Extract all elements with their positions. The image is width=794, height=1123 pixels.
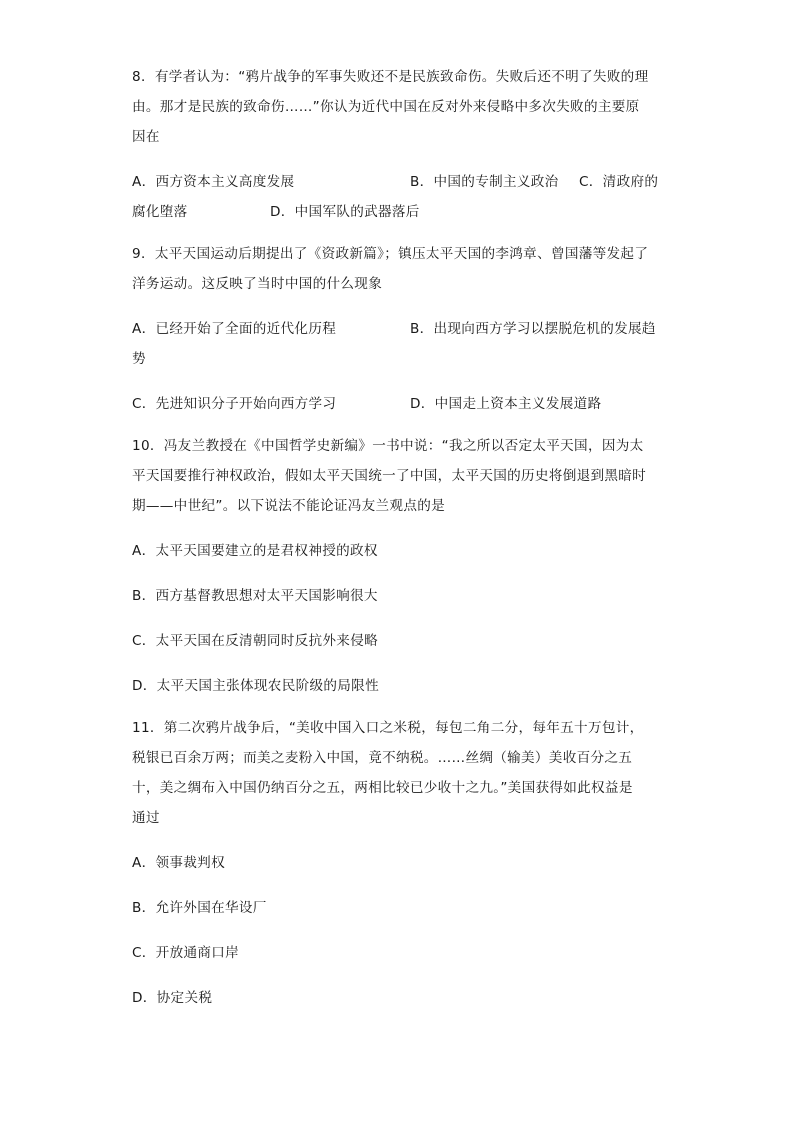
question-stem-line: 十，美之绸布入中国仍纳百分之五，两相比较已少收十之九。”美国获得如此权益是 xyxy=(132,780,633,796)
question-stem-line: 11．第二次鸦片战争后，“美收中国入口之米税，每包二角二分，每年五十万包计， xyxy=(132,720,644,736)
option-a: A．领事裁判权 xyxy=(132,855,225,871)
question-stem-line: 由。那才是民族的致命伤……”你认为近代中国在反对外来侵略中多次失败的主要原 xyxy=(132,99,640,115)
option-d: D．协定关税 xyxy=(132,990,213,1006)
question-10 xyxy=(132,431,662,701)
option-row xyxy=(132,389,662,419)
option-b: B．西方基督教思想对太平天国影响很大 xyxy=(132,588,378,604)
question-8 xyxy=(132,62,662,227)
option-a: A．已经开始了全面的近代化历程 xyxy=(132,321,337,337)
option-d: D．中国走上资本主义发展道路 xyxy=(410,396,602,412)
option-a: A．太平天国要建立的是君权神授的政权 xyxy=(132,543,378,559)
document-page xyxy=(132,62,662,1013)
question-stem-line: 通过 xyxy=(132,810,160,826)
question-stem-line: 平天国要推行神权政治，假如太平天国统一了中国，太平天国的历史将倒退到黑暗时 xyxy=(132,468,647,484)
question-stem-line: 洋务运动。这反映了当时中国的什么现象 xyxy=(132,276,383,292)
option-a: A．西方资本主义高度发展 xyxy=(132,174,295,190)
option-b: B．允许外国在华设厂 xyxy=(132,900,267,916)
option-b-continuation: 势 xyxy=(132,351,146,367)
question-stem-line: 因在 xyxy=(132,129,160,145)
question-stem-line: 10．冯友兰教授在《中国哲学史新编》一书中说：“我之所以否定太平天国，因为太 xyxy=(132,438,644,454)
question-stem-line: 8．有学者认为：“鸦片战争的军事失败还不是民族致命伤。失败后还不明了失败的理 xyxy=(132,69,649,85)
option-d: D．太平天国主张体现农民阶级的局限性 xyxy=(132,678,379,694)
option-c: C．先进知识分子开始向西方学习 xyxy=(132,396,337,412)
option-c: C．清政府的 xyxy=(579,174,659,190)
question-11 xyxy=(132,713,662,1013)
question-stem-line: 税银已百余万两；而美之麦粉入中国，竟不纳税。……丝绸（输美）美收百分之五 xyxy=(132,750,633,766)
option-c: C．开放通商口岸 xyxy=(132,945,240,961)
question-9 xyxy=(132,239,662,419)
question-stem-line: 期——中世纪”。以下说法不能论证冯友兰观点的是 xyxy=(132,498,446,514)
question-stem-line: 9．太平天国运动后期提出了《资政新篇》；镇压太平天国的李鸿章、曾国藩等发起了 xyxy=(132,246,649,262)
option-b: B．出现向西方学习以摆脱危机的发展趋 xyxy=(410,321,656,337)
option-d: D．中国军队的武器落后 xyxy=(270,204,420,220)
option-c: C．太平天国在反清朝同时反抗外来侵略 xyxy=(132,633,378,649)
option-row xyxy=(132,197,662,227)
option-row xyxy=(132,167,662,197)
option-b: B．中国的专制主义政治 xyxy=(410,174,559,190)
option-row xyxy=(132,314,662,344)
option-c-continuation: 腐化堕落 xyxy=(132,204,188,220)
